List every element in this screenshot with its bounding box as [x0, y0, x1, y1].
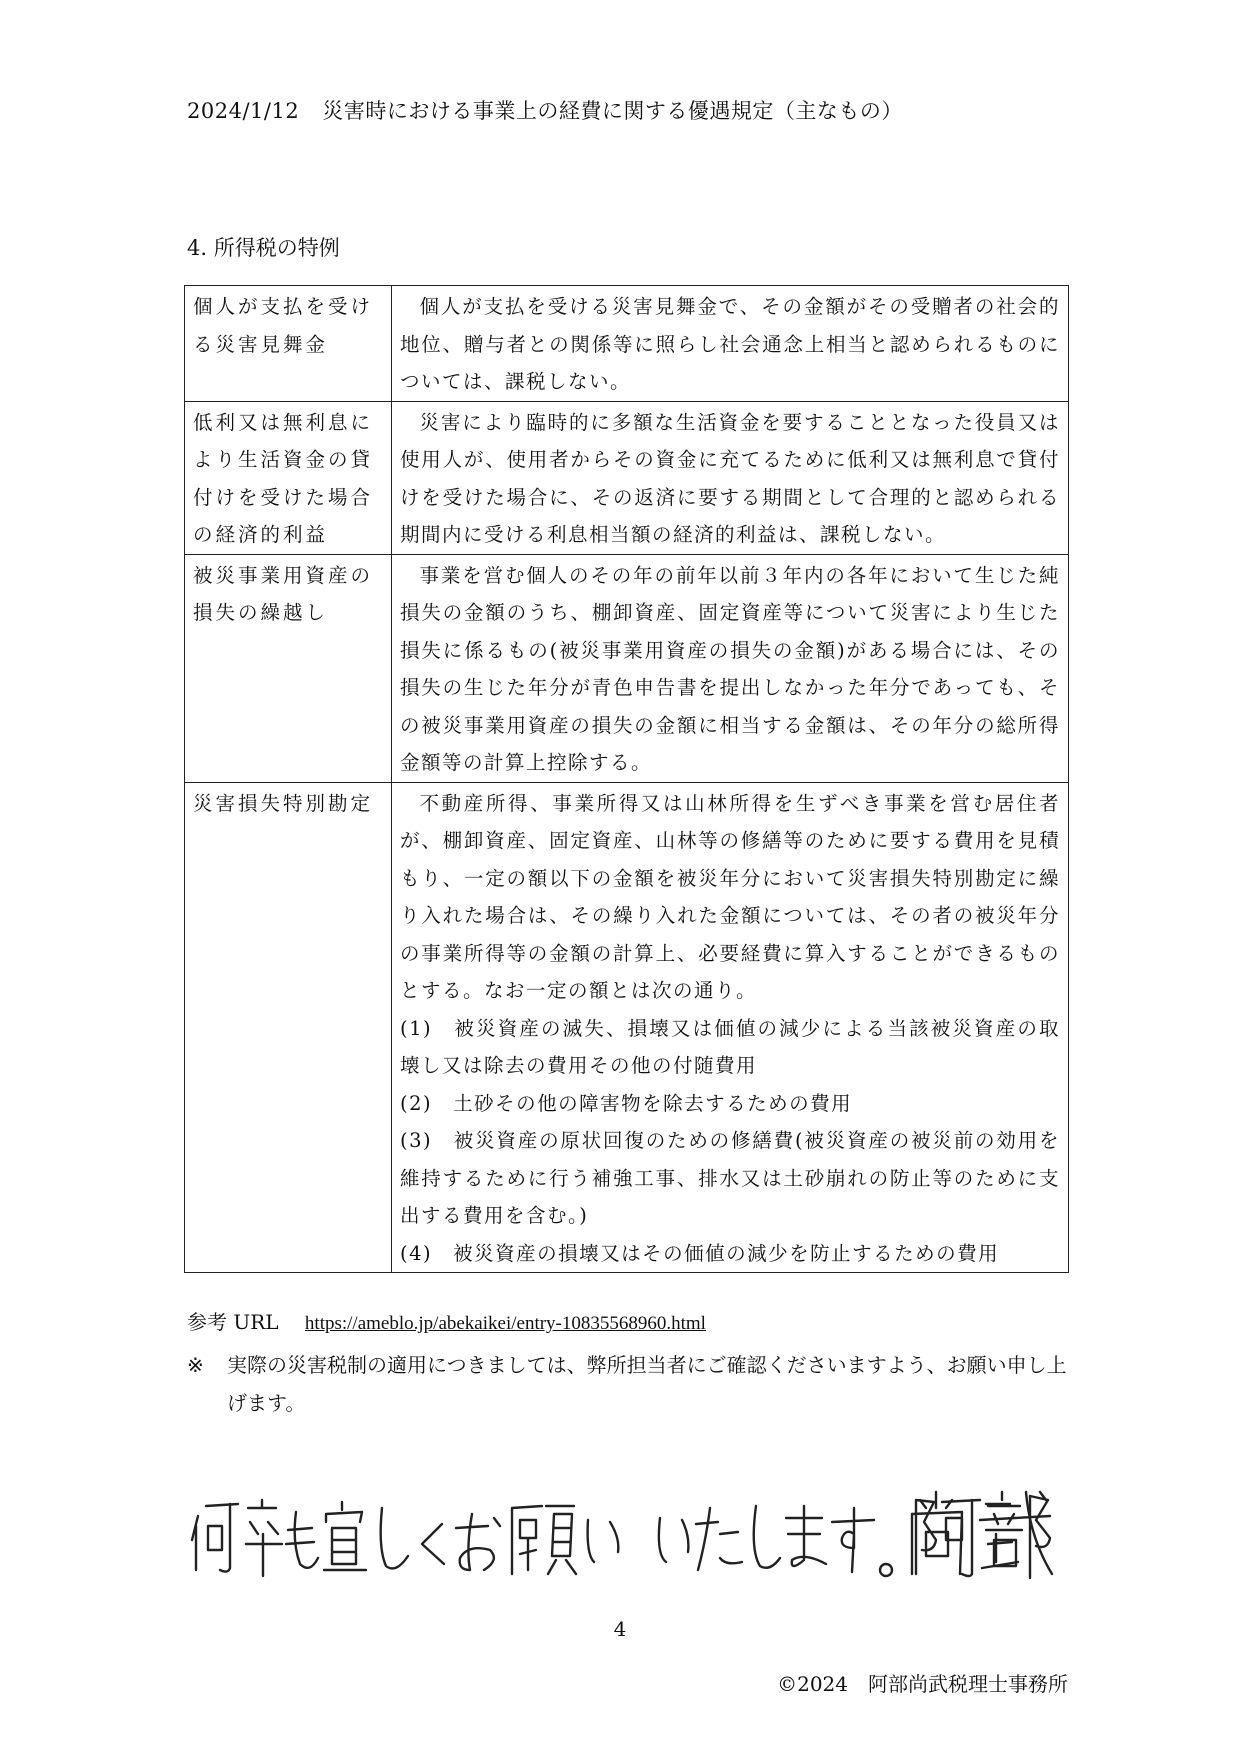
list-item: (2) 土砂その他の障害物を除去するための費用 [400, 1091, 853, 1115]
table-row [185, 554, 1069, 782]
table-row [185, 782, 1069, 1273]
reference-line [187, 1306, 706, 1335]
page-header [187, 95, 903, 125]
signature-name [190, 1478, 191, 1479]
list-item: (4) 被災資産の損壊又はその価値の減少を防止するための費用 [400, 1241, 1000, 1265]
header-date: 2024/1/12 [187, 99, 300, 123]
list-item: (1) 被災資産の滅失、損壊又は価値の減少による当該被災資産の取壊し又は除去の費用その他の付随費用 [400, 1016, 1060, 1077]
table-row [185, 286, 1069, 402]
row-description: 個人が支払を受ける災害見舞金で、その金額がその受贈者の社会的地位、贈与者との関係等に照らし社会通念上相当と認められるものについては、課税しない。 [392, 286, 1069, 402]
section-title: 4. 所得税の特例 [187, 236, 340, 260]
note-mark: ※ [187, 1353, 204, 1377]
row-description [392, 782, 1069, 1273]
note-text: 実際の災害税制の適用につきましては、弊所担当者にご確認くださいますよう、お願い申し上げます。 [227, 1353, 1067, 1415]
reference-url-link[interactable]: https://ameblo.jp/abekaikei/entry-10835568960.html [304, 1313, 706, 1334]
row-label: 災害損失特別勘定 [185, 782, 392, 1273]
table-row [185, 401, 1069, 554]
copyright: ©2024 阿部尚武税理士事務所 [777, 1672, 1068, 1696]
reference-label: 参考 URL [187, 1310, 279, 1334]
page-number: 4 [613, 1617, 627, 1641]
signature-message [190, 1478, 191, 1479]
row-description: 災害により臨時的に多額な生活資金を要することとなった役員又は使用人が、使用者からその資金に充てるために低利又は無利息で貸付けを受けた場合に、その返済に要する期間として合理的と認められる期間内に受ける利息相当額の経済的利益は、課税しない。 [392, 401, 1069, 554]
row-label: 個人が支払を受ける災害見舞金 [185, 286, 392, 402]
row-label: 被災事業用資産の損失の繰越し [185, 554, 392, 782]
row-description: 事業を営む個人のその年の前年以前３年内の各年において生じた純損失の金額のうち、棚卸資産、固定資産等について災害により生じた損失に係るもの(被災事業用資産の損失の金額)がある場合には、その損失の生じた年分が青色申告書を提出しなかった年分であっても、その被災事業用資産の損失の金額に相当する金額は、その年分の総所得金額等の計算上控除する。 [392, 554, 1069, 782]
header-title: 災害時における事業上の経費に関する優遇規定（主なもの） [322, 99, 903, 123]
signature-name-strokes [900, 1478, 1060, 1588]
tax-table [184, 285, 1069, 1273]
note [187, 1346, 1072, 1422]
row-label: 低利又は無利息により生活資金の貸付けを受けた場合の経済的利益 [185, 401, 392, 554]
row-description-text: 不動産所得、事業所得又は山林所得を生ずべき事業を営む居住者が、棚卸資産、固定資産、山林等の修繕等のために要する費用を見積もり、一定の額以下の金額を被災年分において災害損失特別勘定に繰り入れた場合は、その繰り入れた金額については、その者の被災年分の事業所得等の金額の計算上、必要経費に算入することができるものとする。なお一定の額とは次の通り。 [400, 791, 1060, 1002]
list-item: (3) 被災資産の原状回復のための修繕費(被災資産の被災前の効用を維持するために行う補強工事、排水又は土砂崩れの防止等のために支出する費用を含む。) [400, 1129, 1060, 1227]
